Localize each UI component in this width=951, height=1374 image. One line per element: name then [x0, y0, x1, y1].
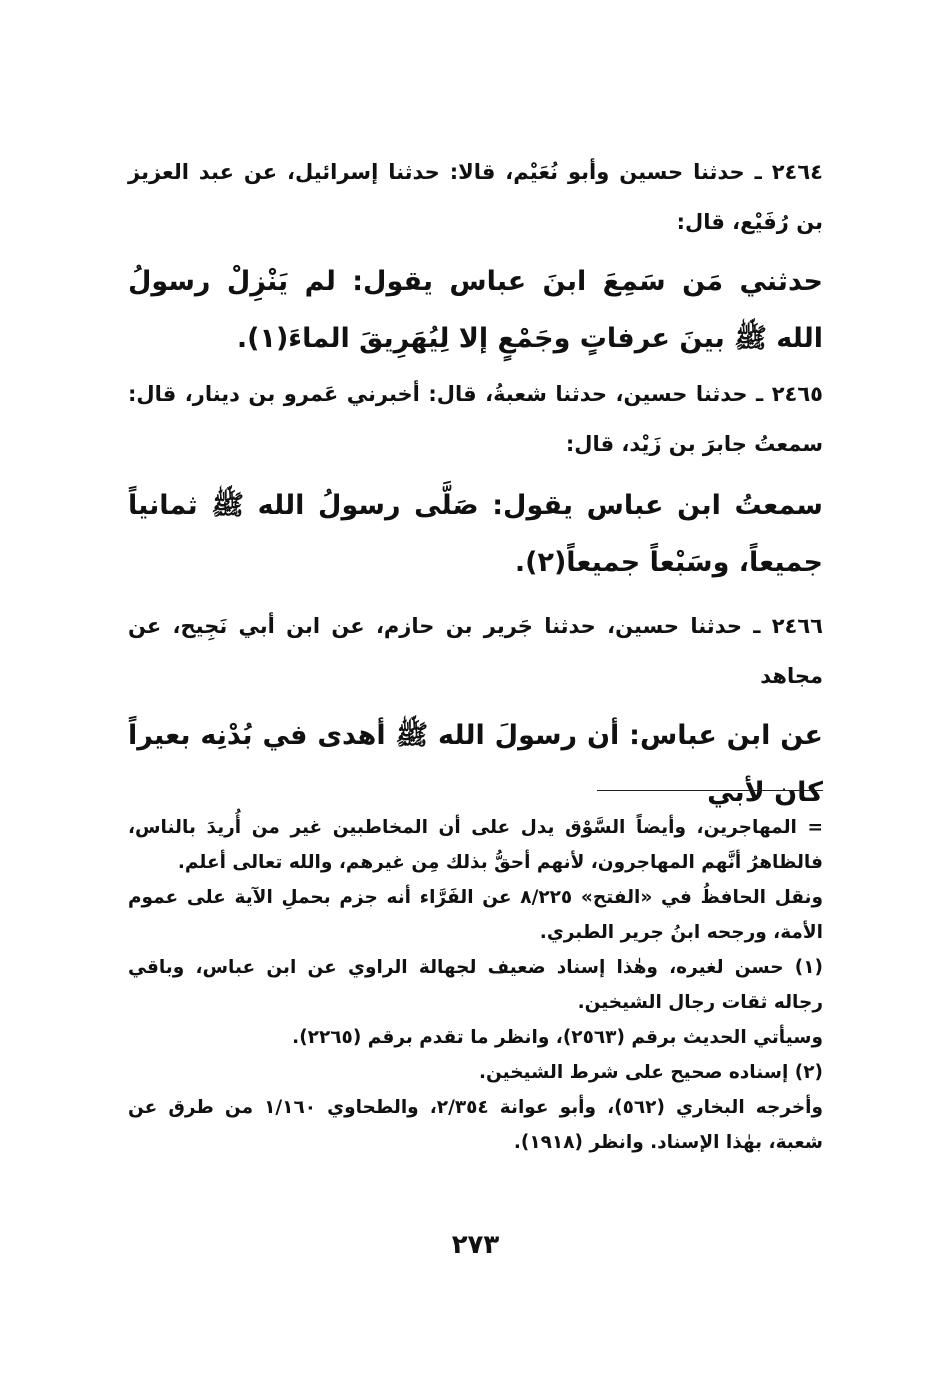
footnote-1: (١) حسن لغيره، وهٰذا إسناد ضعيف لجهالة الراوي عن ابن عباس، وباقي رجاله ثقات رجال الشيخين.: [128, 957, 823, 1013]
hadith-2464-chain-text: ٢٤٦٤ ـ حدثنا حسين وأبو نُعَيْم، قالا: حدثنا إسرائيل، عن عبد العزيز بن رُفَيْع، قال:: [128, 160, 823, 234]
hadith-2465-matn-text: سمعتُ ابن عباس يقول: صَلَّى رسولُ الله ﷺ ثمانياً جميعاً، وسَبْعاً جميعاً(٢).: [128, 490, 823, 578]
footnote-1-cross-ref: وسيأتي الحديث برقم (٢٥٦٣)، وانظر ما تقدم برقم (٢٢٦٥).: [292, 1027, 823, 1048]
hadith-2466-matn: [128, 707, 823, 821]
footnote-continuation: = المهاجرين، وأيضاً السَّوْق يدل على أن المخاطبين غير من أُريدَ بالناس، فالظاهرُ أنَّهم المهاجرون، لأنهم أحقُّ بذلك مِن غيرهم، والله تعالى أعلم.: [128, 817, 823, 873]
hadith-2466-matn-text: عن ابن عباس: أن رسولَ الله ﷺ أهدى في بُدْنِه بعيراً كان لأبي: [128, 720, 823, 808]
hadith-2464-matn: [128, 253, 823, 367]
hadith-2465-matn: [128, 477, 823, 591]
footnote-fath-note: ونقل الحافظُ في «الفتح» ٨/٢٢٥ عن الفَرَّاء أنه جزم بحملِ الآية على عموم الأمة، ورجحه ابنُ جرير الطبري.: [128, 887, 823, 943]
hadith-2465-chain: [128, 369, 823, 469]
footnote-2: (٢) إسناده صحيح على شرط الشيخين.: [478, 1062, 823, 1083]
hadith-2466-chain-text: ٢٤٦٦ ـ حدثنا حسين، حدثنا جَرير بن حازم، عن ابن أبي نَجِيح، عن مجاهد: [128, 614, 823, 688]
hadith-2464-matn-text: حدثني مَن سَمِعَ ابنَ عباس يقول: لم يَنْزِلْ رسولُ الله ﷺ بينَ عرفاتٍ وجَمْعٍ إلا لِيُهَرِيقَ الماءَ(١).: [128, 266, 823, 354]
hadith-2464-chain: [128, 147, 823, 247]
footnote-2-takhrij: وأخرجه البخاري (٥٦٢)، وأبو عوانة ٢/٣٥٤، والطحاوي ١/١٦٠ من طرق عن شعبة، بهٰذا الإسناد. وانظر (١٩١٨).: [128, 1097, 824, 1153]
hadith-2465-chain-text: ٢٤٦٥ ـ حدثنا حسين، حدثنا شعبةُ، قال: أخبرني عَمرو بن دينار، قال: سمعتُ جابرَ بن زَيْد، قال:: [128, 382, 823, 456]
footnote-separator: [597, 790, 823, 791]
page-number: ٢٧٣: [451, 1230, 500, 1260]
footnotes: [128, 810, 823, 1160]
hadith-2466-chain: [128, 601, 823, 701]
